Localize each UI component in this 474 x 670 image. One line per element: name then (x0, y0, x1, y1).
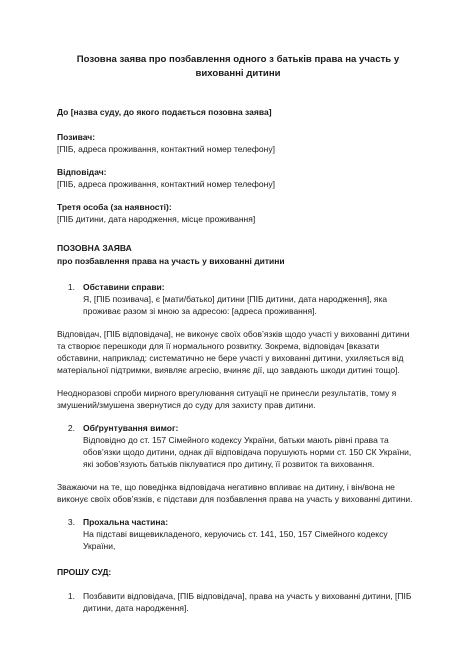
claim-title (57, 242, 419, 268)
paragraph-conclusion: Зважаючи на те, що поведінка відповідача негативно впливає на дитину, і він/вона не виконує своїх обов’язків, є підстави для позбавлення права на участь у вихованні дитини. (57, 482, 413, 504)
document-title-line-1: Позовна заява про позбавлення одного з батьків права на участь у (76, 54, 400, 65)
claim-title-line-2: про позбавлення права на участь у вихованні дитини (57, 256, 285, 266)
section-text: На підставі вищевикладеного, керуючись ст. 141, 150, 157 Сімейного кодексу України, (83, 529, 388, 551)
request-text: Позбавити відповідача, [ПІБ відповідача], права на участь у вихованні дитини, [ПІБ дитини, дата народження]. (83, 591, 412, 613)
section-text: Відповідно до ст. 157 Сімейного кодексу України, батьки мають рівні права та обов’язки щодо дитини, однак дії відповідача порушують норми ст. 150 СК України, які зобов’язують батьків піклуватися про дитину, її розвиток та виховання. (83, 435, 412, 469)
third-party-label: Третя особа (за наявності): (57, 202, 172, 212)
section-grounds (57, 422, 419, 470)
document-content (57, 53, 419, 614)
section-number: 3. (67, 517, 75, 527)
plaintiff-label: Позивач: (57, 132, 96, 142)
document-title-line-2: вихованні дитини (195, 68, 281, 79)
request-number: 1. (67, 591, 75, 601)
section-heading: Прохальна частина: (83, 517, 169, 527)
request-item (57, 590, 419, 614)
third-party-value: [ПІБ дитини, дата народження, місце проживання] (57, 214, 256, 224)
section-number: 1. (67, 282, 75, 292)
section-number: 2. (67, 423, 75, 433)
section-petition (57, 516, 419, 552)
section-body (83, 281, 419, 317)
defendant-value: [ПІБ, адреса проживання, контактний номер телефону] (57, 179, 275, 189)
defendant-block (57, 166, 419, 190)
section-body (83, 422, 419, 470)
court-addressee: До [назва суду, до якого подається позовна заява] (57, 107, 272, 117)
document-title (57, 53, 419, 81)
paragraph-defendant-conduct: Відповідач, [ПІБ відповідача], не виконує своїх обов’язків щодо участі у вихованні дитини та створює перешкоди для її нормального розвитку. Зокрема, відповідач [вказати обставини, наприклад: систематично не бере участі у вихованні дитини, ухиляється від матеріальної підтримки, виявляє агресію, вчиняє дії, що завдають шкоди дитині тощо]. (57, 329, 410, 375)
section-heading: Обґрунтування вимог: (83, 423, 179, 433)
defendant-label: Відповідач: (57, 167, 107, 177)
section-heading: Обставини справи: (83, 282, 165, 292)
claim-title-line-1: ПОЗОВНА ЗАЯВА (57, 243, 132, 253)
plaintiff-value: [ПІБ, адреса проживання, контактний номер телефону] (57, 144, 275, 154)
third-party-block (57, 201, 419, 225)
paragraph-settlement-attempts: Неодноразові спроби мирного врегулювання ситуації не принесли результатів, тому я змушений/змушена звернутися до суду для захисту прав дитини. (57, 388, 397, 410)
section-text: Я, [ПІБ позивача], є [мати/батько] дитини [ПІБ дитини, дата народження], яка проживає разом зі мною за адресою: [адреса проживання]. (83, 294, 388, 316)
section-circumstances (57, 281, 419, 317)
request-heading: ПРОШУ СУД: (57, 567, 112, 577)
plaintiff-block (57, 131, 419, 155)
section-body (83, 516, 419, 552)
